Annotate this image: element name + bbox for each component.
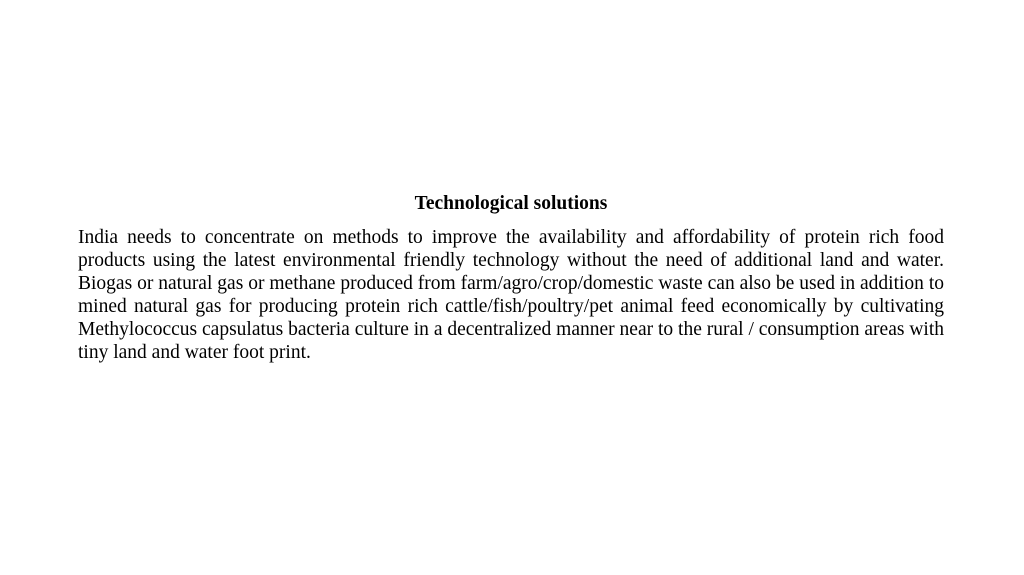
text-block	[78, 192, 944, 364]
slide-title: Technological solutions	[414, 193, 608, 214]
body-paragraph: India needs to concentrate on methods to improve the availability and affordability of protein rich food products using the latest environmental friendly technology without the need of additional land and water. Biogas or natural gas or methane produced from farm/agro/crop/domestic waste can also be used in addition to mined natural gas for producing protein rich cattle/fish/poultry/pet animal feed economically by cultivating Methylococcus capsulatus bacteria culture in a decentralized manner near to the rural / consumption areas with tiny land and water foot print.	[78, 227, 944, 363]
